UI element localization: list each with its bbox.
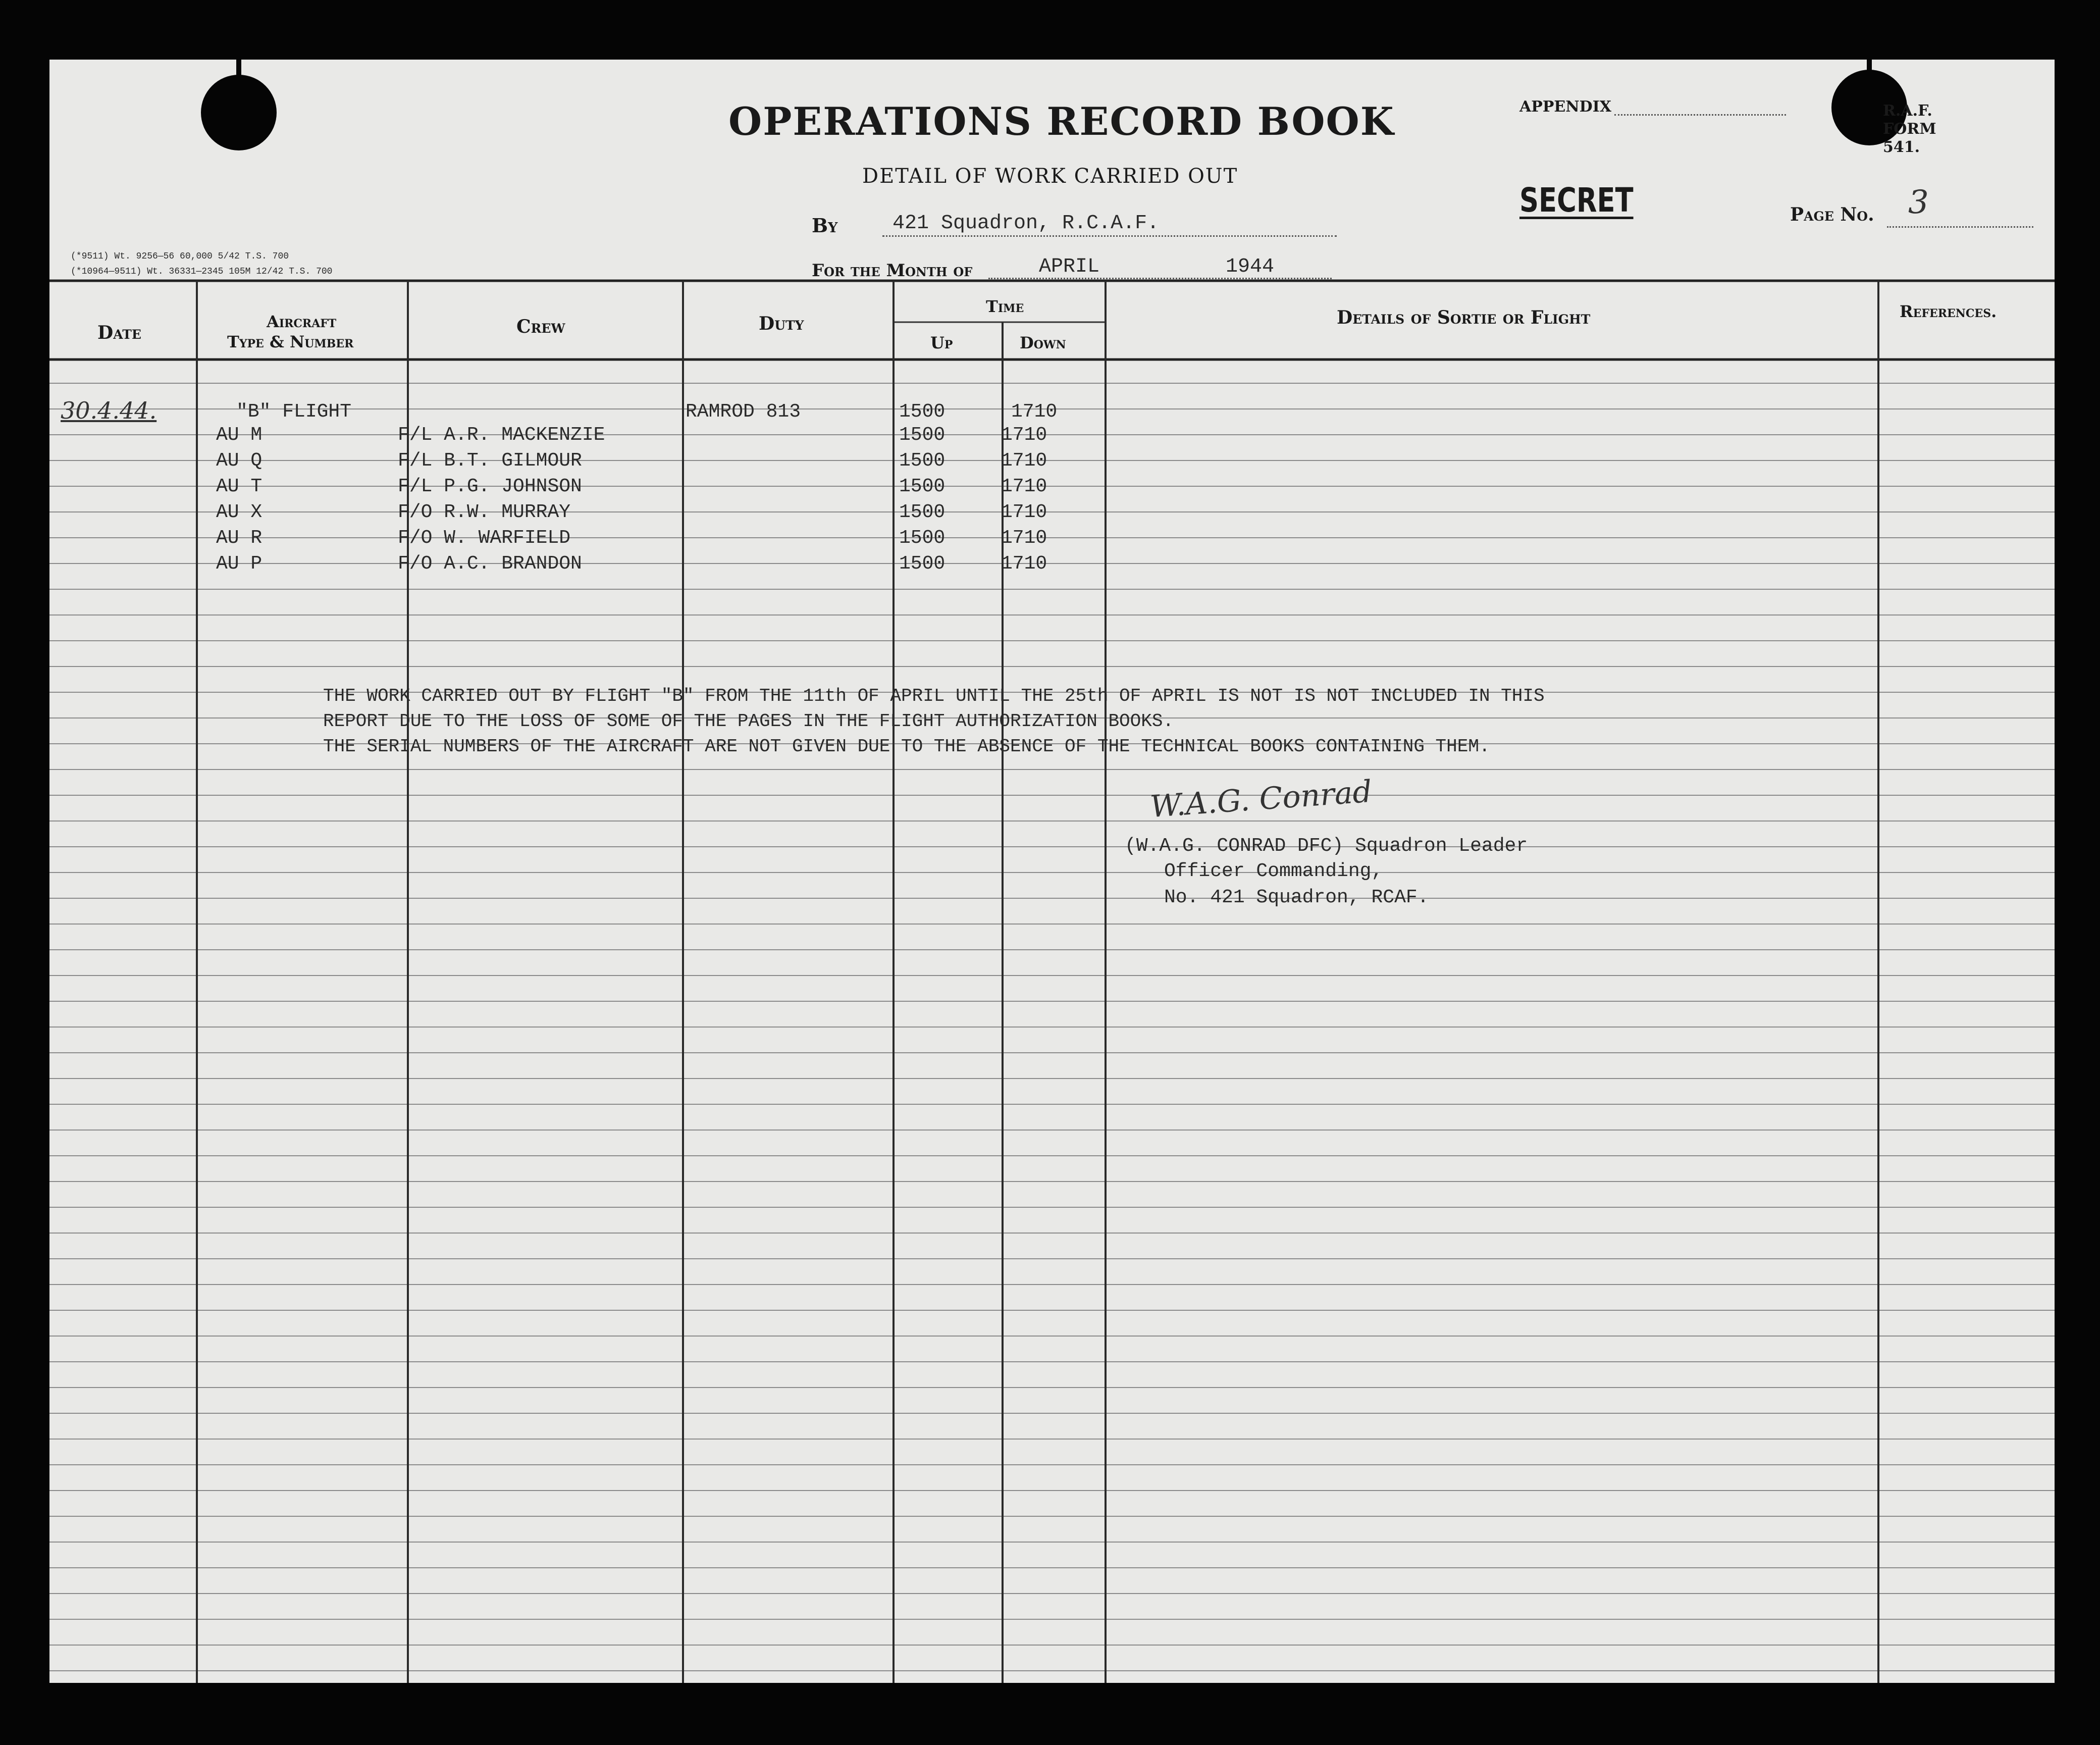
col-duty-header: Duty — [759, 313, 804, 334]
crew-row-aircraft: AU P — [216, 553, 262, 575]
month-line — [988, 278, 1332, 279]
appendix-line — [1614, 114, 1786, 116]
crew-row-aircraft: AU X — [216, 501, 262, 523]
crew-row-aircraft: AU Q — [216, 450, 262, 472]
entry-down: 1710 — [1011, 401, 1058, 423]
col-crew-header: Crew — [516, 316, 565, 337]
crew-row-name: F/O R.W. MURRAY — [398, 501, 571, 523]
binder-pin-left — [236, 60, 241, 80]
note-line-1: THE WORK CARRIED OUT BY FLIGHT "B" FROM THE 11th OF APRIL UNTIL THE 25th OF APRIL IS NOT IS NOT INCLUDED IN THIS — [323, 686, 1545, 706]
year-value: 1944 — [1226, 255, 1275, 278]
col-up-header: Up — [930, 333, 953, 352]
squadron-name: 421 Squadron, R.C.A.F. — [892, 212, 1160, 235]
crew-row-down: 1710 — [1001, 476, 1047, 497]
crew-row-up: 1500 — [899, 476, 946, 497]
note-line-2: REPORT DUE TO THE LOSS OF SOME OF THE PAGES IN THE FLIGHT AUTHORIZATION BOOKS. — [323, 711, 1174, 732]
print-code-2: (*10964—9511) Wt. 36331—2345 105M 12/42 T.S. 700 — [71, 267, 333, 277]
crew-row-down: 1710 — [1001, 424, 1047, 446]
crew-row-aircraft: AU T — [216, 476, 262, 497]
month-value: APRIL — [1039, 255, 1100, 278]
signature-scrawl: W.A.G. Conrad — [1149, 774, 1374, 825]
crew-row-name: F/L P.G. JOHNSON — [398, 476, 582, 497]
crew-row-up: 1500 — [899, 424, 946, 446]
classification-stamp: SECRET — [1519, 181, 1634, 220]
signature-line-3: No. 421 Squadron, RCAF. — [1164, 887, 1429, 908]
by-label: By — [812, 214, 838, 237]
entry-date: 30.4.44. — [61, 397, 157, 424]
entry-duty: RAMROD 813 — [686, 401, 801, 423]
crew-row-down: 1710 — [1001, 527, 1047, 549]
col-details-header: Details of Sortie or Flight — [1337, 307, 1591, 328]
crew-row-down: 1710 — [1001, 501, 1047, 523]
form-subtitle: DETAIL OF WORK CARRIED OUT — [862, 165, 1238, 188]
col-aircraft-subheader: Type & Number — [227, 332, 354, 351]
crew-row-up: 1500 — [899, 553, 946, 575]
crew-row-up: 1500 — [899, 450, 946, 472]
crew-row-up: 1500 — [899, 501, 946, 523]
crew-row-down: 1710 — [1001, 450, 1047, 472]
signature-line-2: Officer Commanding, — [1164, 860, 1383, 882]
crew-row-aircraft: AU M — [216, 424, 262, 446]
month-label: For the Month of — [812, 261, 973, 281]
col-aircraft-header: Aircraft — [267, 312, 337, 331]
form-title: OPERATIONS RECORD BOOK — [728, 99, 1395, 144]
appendix-label: APPENDIX — [1519, 98, 1612, 116]
crew-row-name: F/L B.T. GILMOUR — [398, 450, 582, 472]
print-code-1: (*9511) Wt. 9256—56 60,000 5/42 T.S. 700 — [71, 251, 289, 262]
col-references-header: References. — [1900, 302, 1997, 321]
entry-up: 1500 — [899, 401, 946, 423]
note-line-3: THE SERIAL NUMBERS OF THE AIRCRAFT ARE NOT GIVEN DUE TO THE ABSENCE OF THE TECHNICAL BOOKS CONTAINING THEM. — [323, 736, 1490, 757]
page-line — [1887, 226, 2033, 228]
crew-row-down: 1710 — [1001, 553, 1047, 575]
entry-flight: "B" FLIGHT — [236, 401, 352, 423]
crew-row-up: 1500 — [899, 527, 946, 549]
crew-row-aircraft: AU R — [216, 527, 262, 549]
binder-pin-right — [1867, 60, 1872, 75]
col-date-header: Date — [97, 322, 141, 343]
crew-row-name: F/L A.R. MACKENZIE — [398, 424, 605, 446]
ruled-lines — [49, 60, 2055, 1683]
page-label: Page No. — [1790, 204, 1874, 225]
crew-row-name: F/O W. WARFIELD — [398, 527, 571, 549]
binder-hole-left — [201, 75, 277, 150]
by-line — [882, 235, 1337, 237]
form-number: R.A.F. FORM 541. — [1883, 102, 1936, 156]
crew-row-name: F/O A.C. BRANDON — [398, 553, 582, 575]
page-number: 3 — [1908, 184, 1929, 221]
col-time-header: Time — [986, 297, 1024, 316]
col-down-header: Down — [1020, 333, 1066, 352]
form-sheet — [49, 60, 2055, 1683]
signature-line-1: (W.A.G. CONRAD DFC) Squadron Leader — [1125, 835, 1528, 857]
